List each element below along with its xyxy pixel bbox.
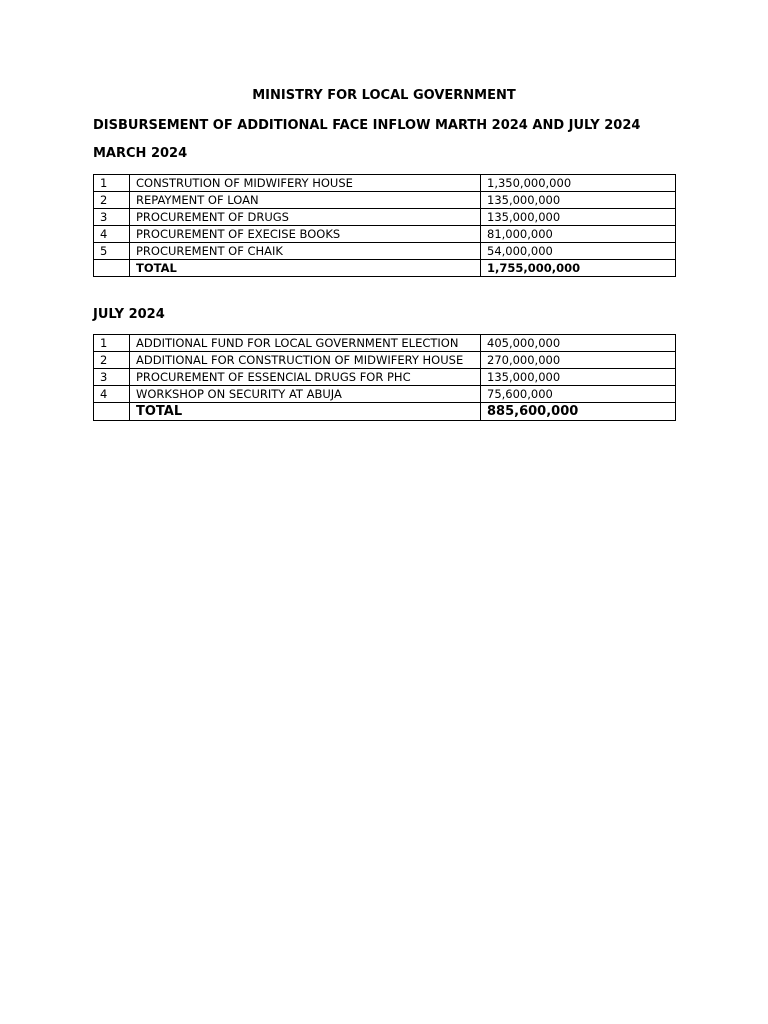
table-row [94,243,676,260]
row-amount: 54,000,000 [481,243,676,260]
row-description: ADDITIONAL FUND FOR LOCAL GOVERNMENT ELECTION [130,335,481,352]
row-description: PROCUREMENT OF DRUGS [130,209,481,226]
march-disbursement-table [93,174,676,277]
row-amount: 135,000,000 [481,369,676,386]
march-section-heading: MARCH 2024 [93,146,188,161]
document-title: MINISTRY FOR LOCAL GOVERNMENT [252,88,516,103]
july-disbursement-table [93,334,676,421]
total-row [94,260,676,277]
row-number: 2 [94,192,130,209]
total-amount: 885,600,000 [481,403,676,421]
row-number: 4 [94,386,130,403]
total-number-cell [94,260,130,277]
total-label: TOTAL [130,260,481,277]
row-amount: 135,000,000 [481,192,676,209]
table-row [94,335,676,352]
july-section-heading: JULY 2024 [93,307,165,322]
row-amount: 75,600,000 [481,386,676,403]
row-number: 5 [94,243,130,260]
row-description: WORKSHOP ON SECURITY AT ABUJA [130,386,481,403]
table-row [94,369,676,386]
row-description: CONSTRUTION OF MIDWIFERY HOUSE [130,175,481,192]
total-amount: 1,755,000,000 [481,260,676,277]
row-description: PROCUREMENT OF ESSENCIAL DRUGS FOR PHC [130,369,481,386]
total-label: TOTAL [130,403,481,421]
row-number: 3 [94,369,130,386]
total-number-cell [94,403,130,421]
row-amount: 1,350,000,000 [481,175,676,192]
row-number: 1 [94,335,130,352]
table-row [94,175,676,192]
row-description: PROCUREMENT OF EXECISE BOOKS [130,226,481,243]
table-row [94,226,676,243]
row-number: 3 [94,209,130,226]
row-number: 2 [94,352,130,369]
row-description: REPAYMENT OF LOAN [130,192,481,209]
table-row [94,386,676,403]
row-amount: 270,000,000 [481,352,676,369]
row-number: 4 [94,226,130,243]
row-amount: 81,000,000 [481,226,676,243]
row-description: ADDITIONAL FOR CONSTRUCTION OF MIDWIFERY HOUSE [130,352,481,369]
table-row [94,352,676,369]
document-subtitle: DISBURSEMENT OF ADDITIONAL FACE INFLOW MARTH 2024 AND JULY 2024 [93,118,641,133]
table-row [94,192,676,209]
total-row [94,403,676,421]
row-amount: 405,000,000 [481,335,676,352]
row-description: PROCUREMENT OF CHAIK [130,243,481,260]
table-row [94,209,676,226]
row-amount: 135,000,000 [481,209,676,226]
row-number: 1 [94,175,130,192]
